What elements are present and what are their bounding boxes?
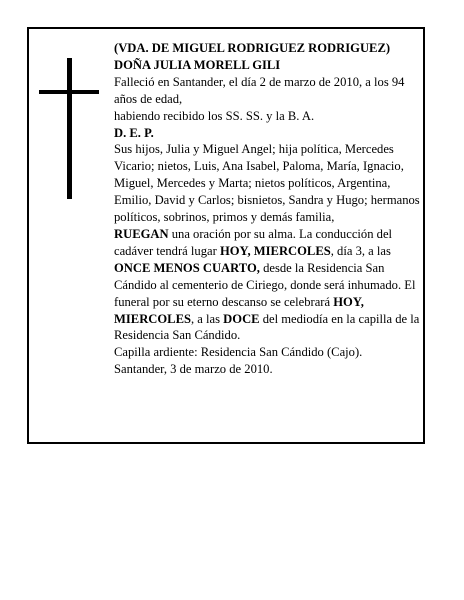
- chapel-line: Capilla ardiente: Residencia San Cándido (Cajo).: [114, 345, 363, 360]
- death-announcement: Falleció en Santander, el día 2 de marzo de 2010, a los 94 años de edad,: [114, 74, 405, 106]
- request-text-1: una oración por su alma. La conducción del cadáver tendrá lugar: [114, 226, 393, 258]
- cross-icon-crossbar: [39, 90, 99, 94]
- cross-icon: [67, 58, 72, 199]
- funeral-time: DOCE: [223, 311, 260, 326]
- request-text-2: , día 3, a las: [330, 243, 391, 258]
- ruegan-word: RUEGAN: [114, 226, 169, 241]
- funeral-day: HOY, MIERCOLES: [114, 294, 364, 326]
- obituary-notice: [27, 27, 425, 444]
- obituary-text: [114, 40, 424, 378]
- place-date-line: Santander, 3 de marzo de 2010.: [114, 362, 273, 377]
- widow-of-header: (VDA. DE MIGUEL RODRIGUEZ RODRIGUEZ): [114, 41, 391, 55]
- request-text-4: , a las: [190, 311, 224, 326]
- sacraments-line: habiendo recibido los SS. SS. y la B. A.: [114, 108, 315, 123]
- burial-time: ONCE MENOS CUARTO,: [114, 260, 260, 275]
- family-list: Sus hijos, Julia y Miguel Angel; hija política, Mercedes Vicario; nietos, Luis, Ana Isabel, Paloma, María, Ignacio, Miguel, Mercedes y Marta; nietos políticos, Argentina, Emilio, David y Carlos; bisnietos, Sandra y Hugo; hermanos políticos, sobrinos, primos y demás familia,: [114, 142, 420, 225]
- deceased-name: DOÑA JULIA MORELL GILI: [114, 57, 281, 72]
- service-request: [114, 226, 424, 344]
- request-text-3: desde la Residencia San Cándido al cementerio de Ciriego, donde será inhumado. El funeral por su eterno descanso se celebrará: [114, 260, 416, 309]
- request-text-5: del mediodía en la capilla de la Residencia San Cándido.: [114, 311, 420, 343]
- burial-day: HOY, MIERCOLES: [219, 243, 331, 258]
- dep-line: D. E. P.: [114, 125, 154, 140]
